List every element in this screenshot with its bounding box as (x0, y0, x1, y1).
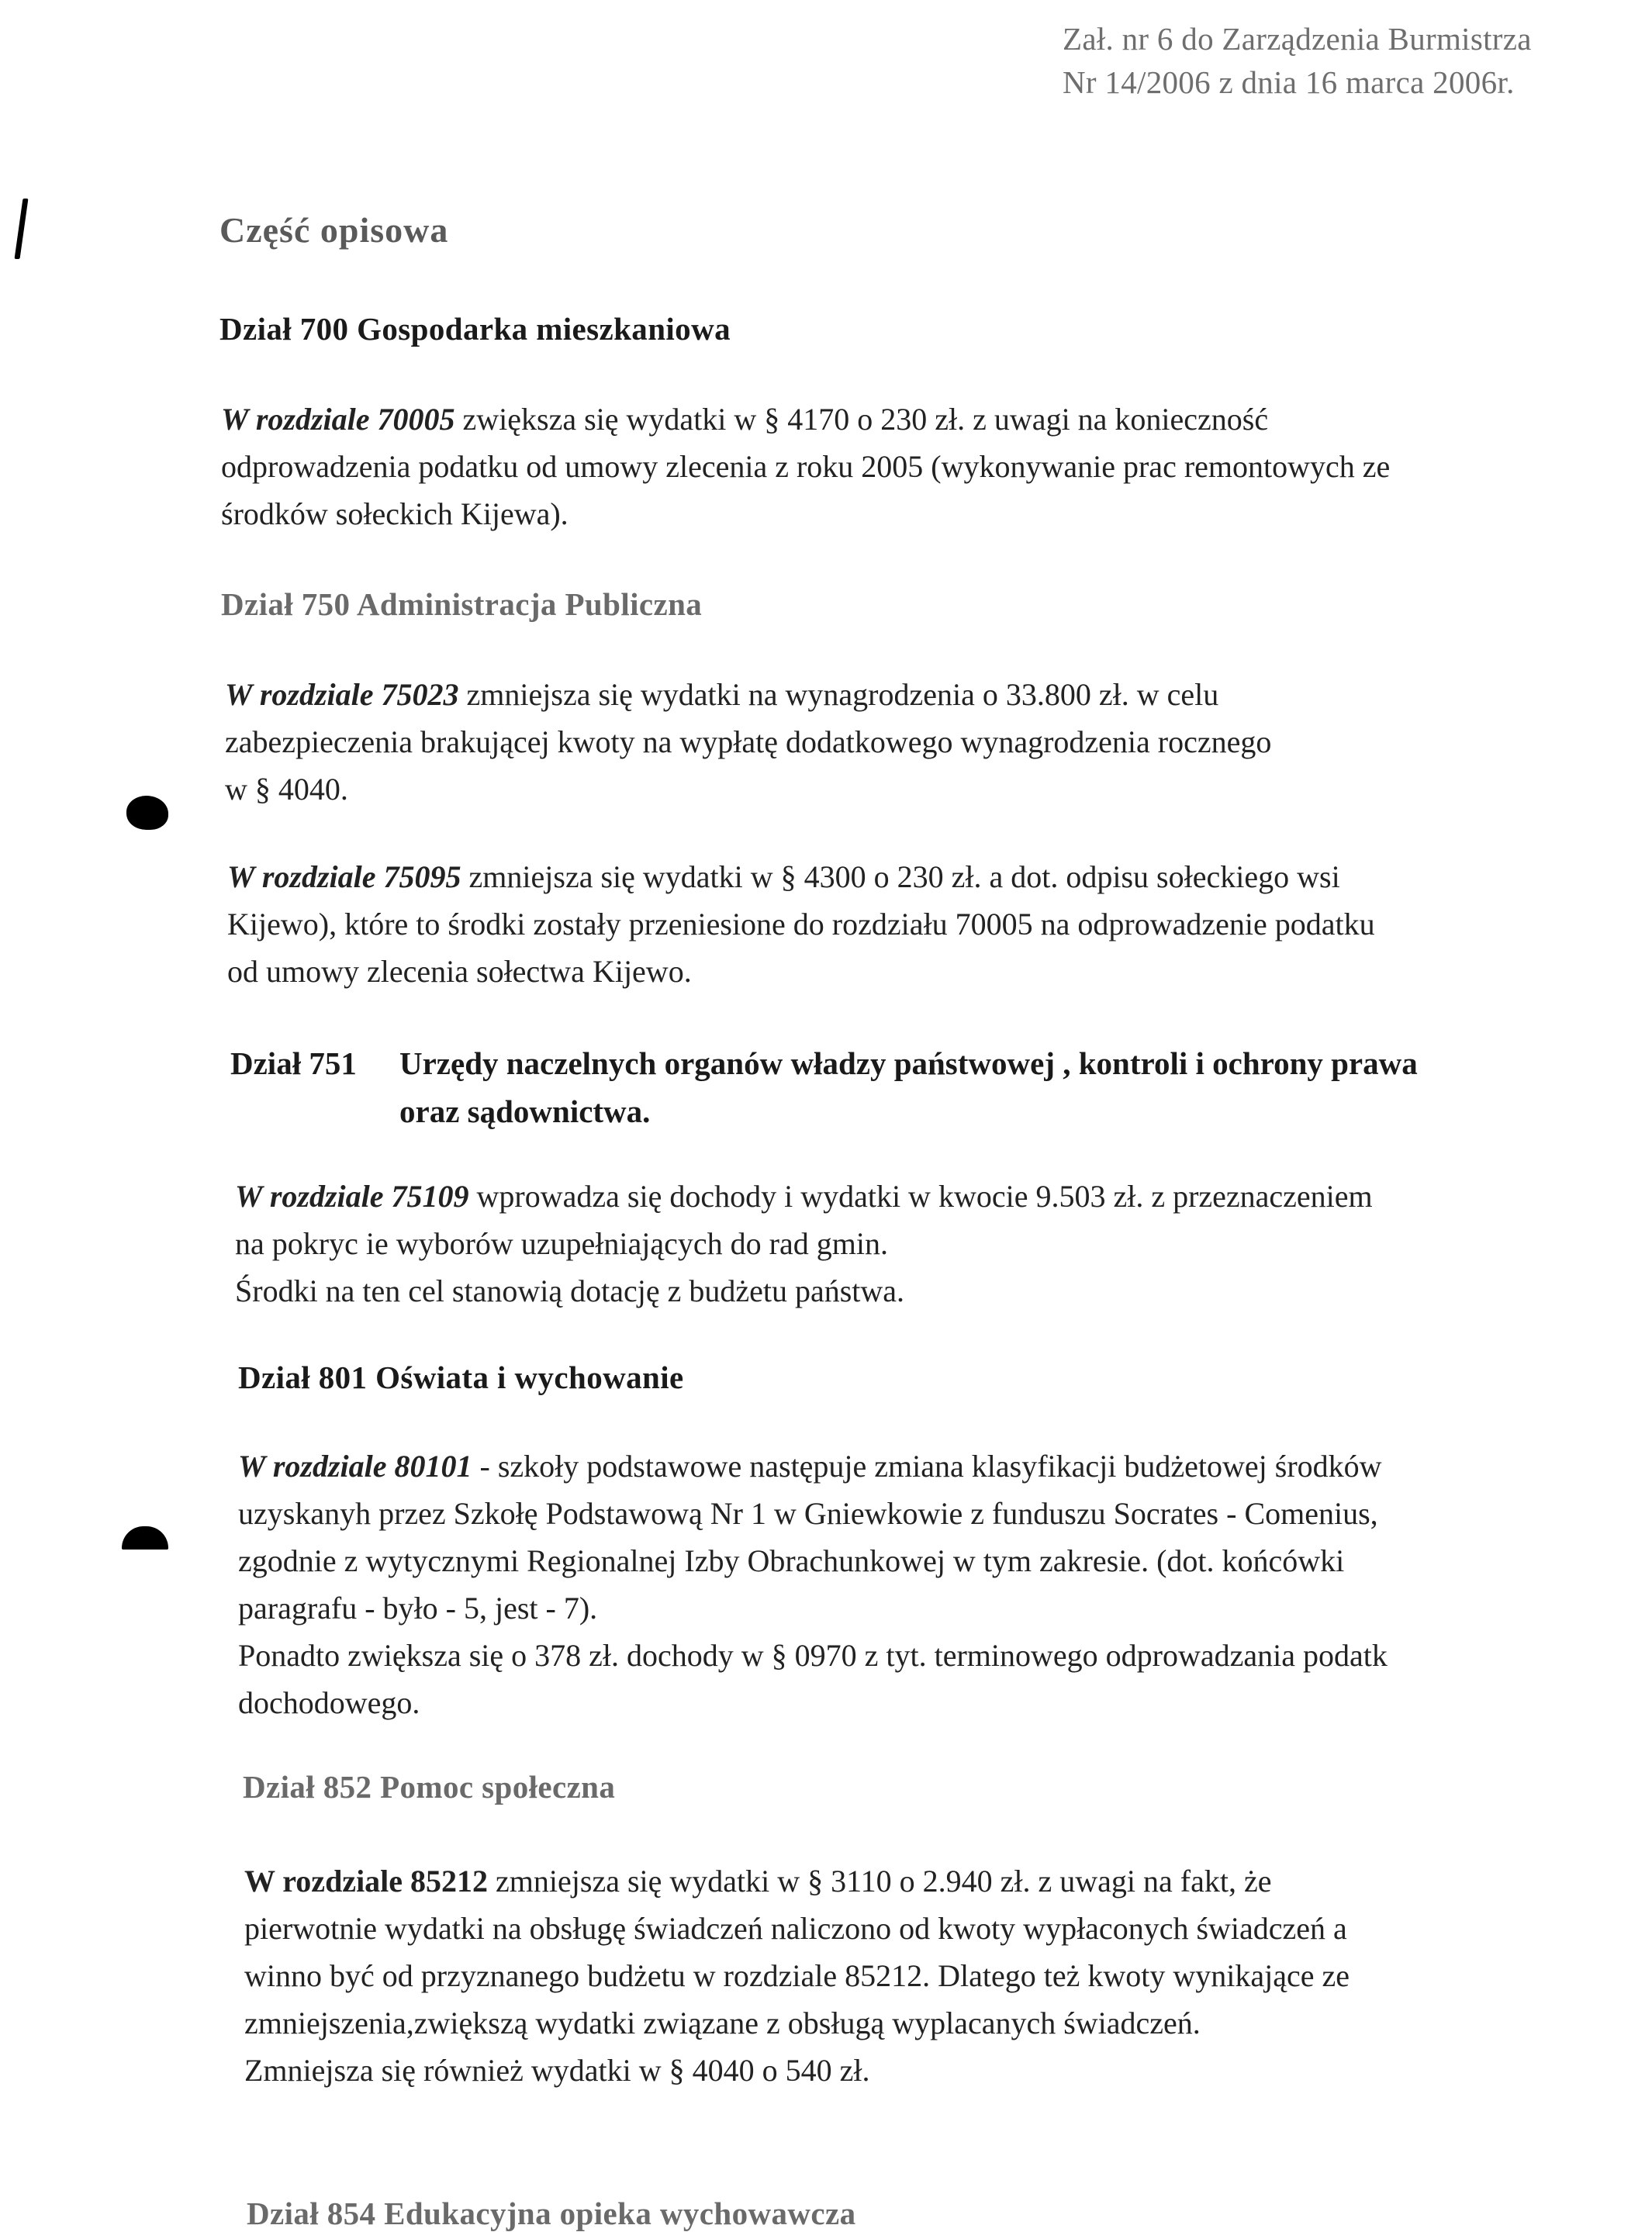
paragraph-line: na pokryc ie wyborów uzupełniających do rad gmin. (235, 1226, 888, 1261)
paragraph-line: zgodnie z wytycznymi Regionalnej Izby Obrachunkowej w tym zakresie. (dot. końcówki (238, 1543, 1345, 1578)
paragraph-line (225, 671, 1271, 718)
paragraph-text: zmniejsza się wydatki w § 4300 o 230 zł. a dot. odpisu sołeckiego wsi (461, 859, 1340, 894)
paragraph-75095 (227, 853, 1375, 995)
paragraph-line: pierwotnie wydatki na obsługę świadczeń naliczono od kwoty wypłaconych świadczeń a (244, 1911, 1347, 1946)
paragraph-line: Kijewo), które to środki zostały przeniesione do rozdziału 70005 na odprowadzenie podatku (227, 907, 1375, 942)
section-number: Dział 751 (230, 1045, 357, 1081)
attachment-note-line1: Zał. nr 6 do Zarządzenia Burmistrza (1063, 21, 1532, 57)
chapter-ref: W rozdziale 70005 (221, 402, 455, 437)
paragraph-line (221, 396, 1390, 443)
paragraph-text: zmniejsza się wydatki na wynagrodzenia o 33.800 zł. w celu (458, 677, 1219, 712)
paragraph-line: winno być od przyznanego budżetu w rozdziale 85212. Dlatego też kwoty wynikające ze (244, 1958, 1350, 1993)
paragraph-line: dochodowego. (238, 1685, 420, 1720)
paragraph-line: uzyskanyh przez Szkołę Podstawową Nr 1 w Gniewkowie z funduszu Socrates - Comenius, (238, 1496, 1378, 1531)
paragraph-line (244, 1857, 1350, 1905)
section-title-line1: Urzędy naczelnych organów władzy państwowej , kontroli i ochrony prawa (399, 1045, 1418, 1081)
paragraph-80101 (238, 1443, 1388, 1726)
paragraph-75023 (225, 671, 1271, 813)
paragraph-line: od umowy zlecenia sołectwa Kijewo. (227, 954, 692, 989)
paragraph-line: zmniejszenia,zwiększą wydatki związane z obsługą wyplacanych świadczeń. (244, 2006, 1201, 2040)
paragraph-70005 (221, 396, 1390, 537)
paragraph-line: Zmniejsza się również wydatki w § 4040 o 540 zł. (244, 2053, 870, 2088)
section-heading-854: Dział 854 Edukacyjna opieka wychowawcza (247, 2196, 856, 2231)
section-heading-700: Dział 700 Gospodarka mieszkaniowa (219, 311, 731, 347)
paragraph-line (227, 853, 1375, 900)
paragraph-75109 (235, 1173, 1373, 1315)
margin-ink-blot (126, 796, 168, 830)
section-heading-801: Dział 801 Oświata i wychowanie (238, 1360, 684, 1395)
paragraph-line (238, 1443, 1388, 1490)
margin-pen-mark (15, 199, 29, 259)
section-heading-852: Dział 852 Pomoc społeczna (243, 1769, 616, 1805)
section-title-line2: oraz sądownictwa. (399, 1094, 651, 1129)
margin-ink-mark (122, 1526, 168, 1550)
paragraph-text: zmniejsza się wydatki w § 3110 o 2.940 zł. z uwagi na fakt, że (488, 1864, 1272, 1899)
paragraph-line: odprowadzenia podatku od umowy zlecenia z roku 2005 (wykonywanie prac remontowych ze (221, 449, 1391, 484)
paragraph-85212 (244, 1857, 1350, 2094)
chapter-ref: W rozdziale 80101 (238, 1449, 472, 1484)
paragraph-line: Ponadto zwiększa się o 378 zł. dochody w § 0970 z tyt. terminowego odprowadzania podatk (238, 1638, 1388, 1673)
paragraph-line: środków sołeckich Kijewa). (221, 496, 569, 531)
paragraph-line: Środki na ten cel stanowią dotację z budżetu państwa. (235, 1273, 905, 1308)
paragraph-line (235, 1173, 1373, 1220)
chapter-ref: W rozdziale 75095 (227, 859, 461, 894)
section-heading-751 (230, 1039, 1418, 1135)
paragraph-text: - szkoły podstawowe następuje zmiana klasyfikacji budżetowej środków (472, 1449, 1382, 1484)
chapter-ref: W rozdziale 75023 (225, 677, 459, 712)
paragraph-text: zwiększa się wydatki w § 4170 o 230 zł. z uwagi na konieczność (454, 402, 1269, 437)
chapter-ref: W rozdziale 85212 (244, 1864, 489, 1899)
paragraph-line: w § 4040. (225, 772, 348, 807)
paragraph-text: wprowadza się dochody i wydatki w kwocie 9.503 zł. z przeznaczeniem (468, 1179, 1373, 1214)
section-heading-750: Dział 750 Administracja Publiczna (221, 586, 703, 622)
document-title: Część opisowa (219, 210, 449, 250)
attachment-note-line2: Nr 14/2006 z dnia 16 marca 2006r. (1063, 64, 1515, 100)
paragraph-line: paragrafu - było - 5, jest - 7). (238, 1591, 598, 1626)
paragraph-line: zabezpieczenia brakującej kwoty na wypłatę dodatkowego wynagrodzenia rocznego (225, 724, 1272, 759)
chapter-ref: W rozdziale 75109 (235, 1179, 469, 1214)
attachment-note (1063, 17, 1605, 104)
